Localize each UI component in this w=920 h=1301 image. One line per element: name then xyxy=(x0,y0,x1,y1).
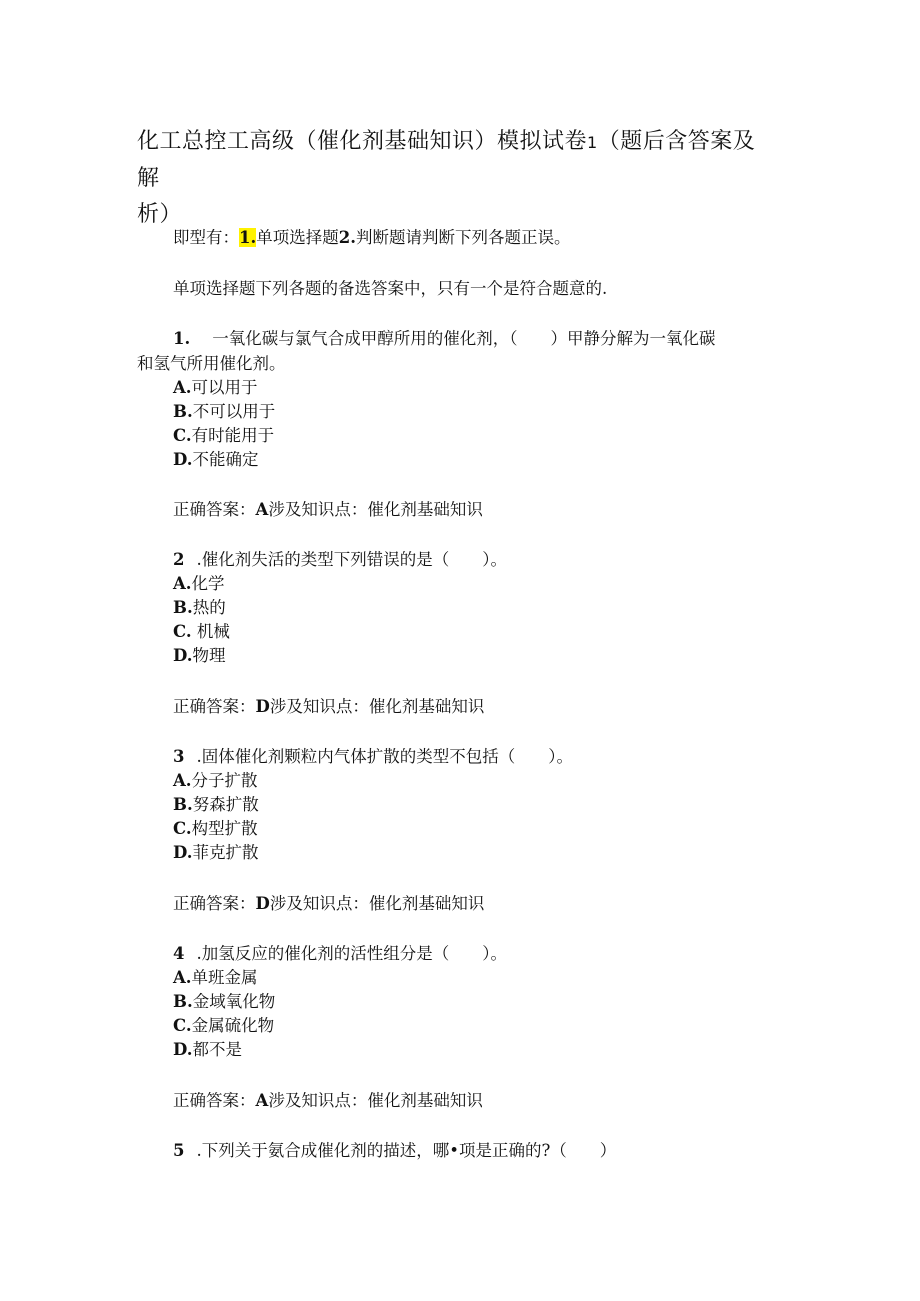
question-1-stem xyxy=(173,327,715,351)
question-3-option-b xyxy=(173,793,259,817)
question-1-stem-line2: 和氢气所用催化剂。 xyxy=(137,354,286,373)
answer-letter: A xyxy=(255,1091,269,1110)
document-title xyxy=(137,124,777,233)
question-1-option-a xyxy=(173,376,258,400)
question-1-answer xyxy=(173,498,483,522)
option-text: 可以用于 xyxy=(191,378,258,397)
question-3-option-a xyxy=(173,769,258,793)
question-2-number: 2 xyxy=(173,550,185,569)
option-letter: B. xyxy=(173,992,193,1011)
question-1-option-c xyxy=(173,424,274,448)
option-letter: C. xyxy=(173,1016,192,1035)
question-types-prefix: 即型有： xyxy=(173,228,239,247)
question-4-number: 4 xyxy=(173,944,185,963)
question-3-option-d xyxy=(173,841,258,865)
option-letter: B. xyxy=(173,402,193,421)
answer-prefix: 正确答案： xyxy=(173,894,256,913)
question-2-stem xyxy=(173,548,507,572)
option-letter: B. xyxy=(173,598,193,617)
question-2-option-c xyxy=(173,620,230,644)
knowledge-point: 涉及知识点：催化剂基础知识 xyxy=(268,500,483,519)
type1-label: 单项选择题 xyxy=(256,228,339,247)
question-3-number: 3 xyxy=(173,747,185,766)
section-description: 单项选择题下列各题的备选答案中，只有一个是符合题意的. xyxy=(173,279,608,298)
question-2-option-d xyxy=(173,644,225,668)
question-2-option-b xyxy=(173,596,226,620)
answer-prefix: 正确答案： xyxy=(173,500,256,519)
option-text: 菲克扩散 xyxy=(192,843,259,862)
question-4-option-b xyxy=(173,990,275,1014)
option-text: 都不是 xyxy=(192,1040,242,1059)
option-text: 不能确定 xyxy=(192,450,259,469)
option-text: 单班金属 xyxy=(191,968,258,987)
option-text: 分子扩散 xyxy=(191,771,258,790)
knowledge-point: 涉及知识点：催化剂基础知识 xyxy=(268,1091,483,1110)
question-3-stem-text: .固体催化剂颗粒内气体扩散的类型不包括（ ）。 xyxy=(196,747,573,766)
question-4-stem-text: .加氢反应的催化剂的活性组分是（ ）。 xyxy=(196,944,507,963)
question-3-answer xyxy=(173,892,484,916)
option-letter: A. xyxy=(173,574,192,593)
question-4-answer xyxy=(173,1089,483,1113)
option-text: 热的 xyxy=(192,598,226,617)
title-line2: 析） xyxy=(137,202,183,227)
option-letter: D. xyxy=(173,1040,193,1059)
question-5-number: 5 xyxy=(173,1141,185,1160)
question-1-number: 1. xyxy=(173,329,191,348)
option-letter: A. xyxy=(173,968,192,987)
question-4-option-a xyxy=(173,966,258,990)
question-4-option-c xyxy=(173,1014,274,1038)
question-2-stem-text: .催化剂失活的类型下列错误的是（ ）。 xyxy=(196,550,507,569)
type2-label: 判断题请判断下列各题正误。 xyxy=(355,228,571,247)
option-letter: A. xyxy=(173,378,192,397)
answer-letter: D xyxy=(255,894,270,913)
option-text: 努森扩散 xyxy=(192,795,259,814)
option-text: 金域氧化物 xyxy=(192,992,276,1011)
option-text: 化学 xyxy=(191,574,225,593)
question-1-option-d xyxy=(173,448,258,472)
title-number: 1 xyxy=(587,133,598,152)
option-letter: D. xyxy=(173,450,193,469)
question-types-line xyxy=(173,226,570,250)
question-2-answer xyxy=(173,695,484,719)
option-text: 不可以用于 xyxy=(192,402,276,421)
knowledge-point: 涉及知识点：催化剂基础知识 xyxy=(269,894,485,913)
title-main: 化工总控工高级（催化剂基础知识）模拟试卷 xyxy=(137,129,588,154)
answer-letter: A xyxy=(255,500,269,519)
question-1-option-b xyxy=(173,400,275,424)
question-2-option-a xyxy=(173,572,225,596)
option-text: 机械 xyxy=(191,622,230,641)
option-text: 物理 xyxy=(192,646,226,665)
option-text: 金属硫化物 xyxy=(191,1016,275,1035)
answer-prefix: 正确答案： xyxy=(173,1091,256,1110)
question-1-stem-text: 一氧化碳与氯气合成甲醇所用的催化剂，（ ）甲静分解为一氧化碳 xyxy=(212,329,716,348)
option-text: 有时能用于 xyxy=(191,426,275,445)
answer-prefix: 正确答案： xyxy=(173,697,256,716)
option-letter: C. xyxy=(173,426,192,445)
option-text: 构型扩散 xyxy=(191,819,258,838)
question-4-stem xyxy=(173,942,507,966)
knowledge-point: 涉及知识点：催化剂基础知识 xyxy=(269,697,485,716)
question-3-option-c xyxy=(173,817,258,841)
option-letter: D. xyxy=(173,646,193,665)
title-rest: （题后含答案及解 xyxy=(137,129,756,191)
question-5-stem-text: .下列关于氨合成催化剂的描述，哪•项是正确的?（ ） xyxy=(196,1141,617,1160)
option-letter: B. xyxy=(173,795,193,814)
question-4-option-d xyxy=(173,1038,242,1062)
option-letter: C. xyxy=(173,819,192,838)
option-letter: A. xyxy=(173,771,192,790)
question-5-stem xyxy=(173,1139,616,1163)
option-letter: D. xyxy=(173,843,193,862)
type2-number: 2. xyxy=(338,228,356,247)
question-3-stem xyxy=(173,745,573,769)
answer-letter: D xyxy=(255,697,270,716)
type1-number-highlight: 1. xyxy=(239,228,257,247)
option-letter: C. xyxy=(173,622,192,641)
